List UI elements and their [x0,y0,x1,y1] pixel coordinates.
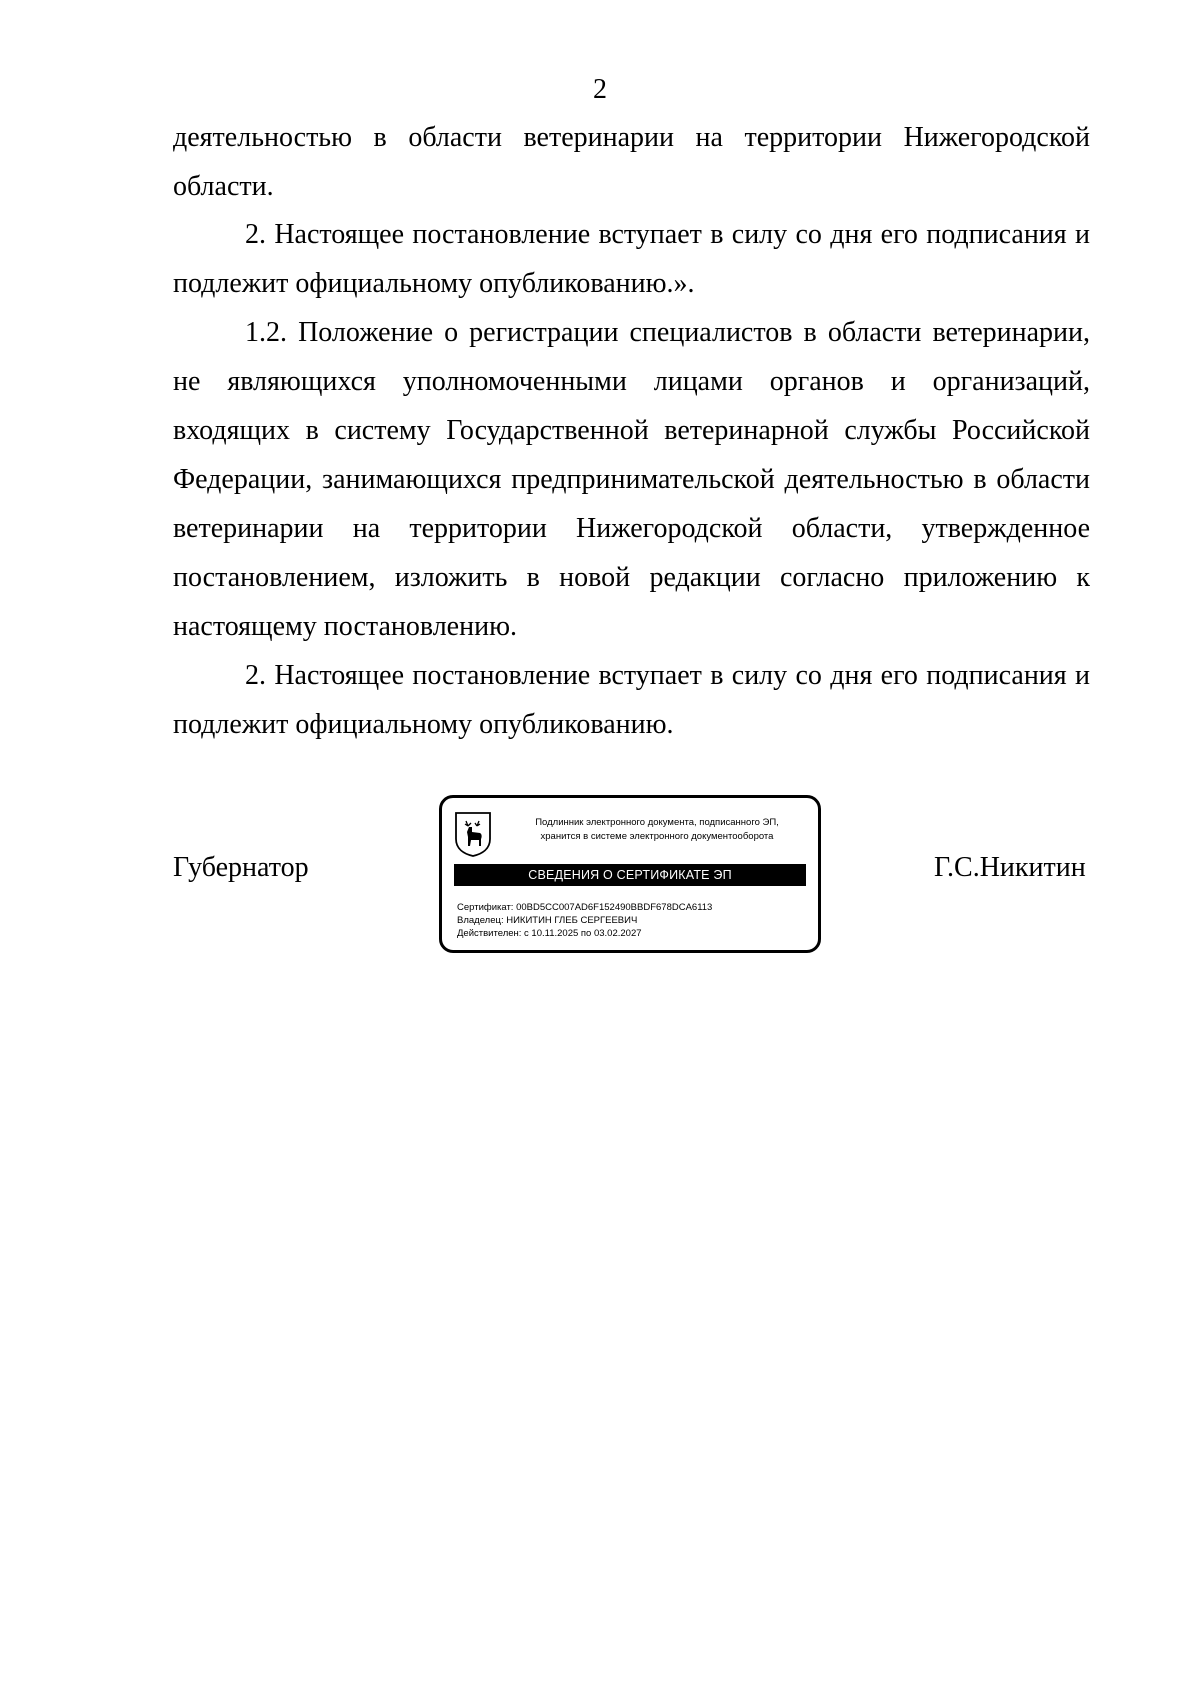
stamp-header-line-2: хранится в системе электронного документооборота [540,831,774,842]
stamp-banner: СВЕДЕНИЯ О СЕРТИФИКАТЕ ЭП [454,864,806,886]
document-body-4 [173,651,1090,749]
paragraph-entry-into-force-quoted: 2. Настоящее постановление вступает в силу со дня его подписания и подлежит официальному опубликованию.». [173,219,1090,299]
signatory-title: Губернатор [173,852,309,883]
signatory-name: Г.С.Никитин [934,852,1086,883]
paragraph-1-2: 1.2. Положение о регистрации специалистов в области ветеринарии, не являющихся уполномоченными лицами органов и организаций, входящих в систему Государственной ветеринарной службы Российской Федерации, занимающихся предпринимательской деятельностью в области ветеринарии на территории Нижегородской области, утвержденное постановлением, изложить в новой редакции согласно приложению к настоящему постановлению. [173,317,1090,642]
deer-emblem-icon [455,812,491,857]
stamp-certificate-details [457,901,712,940]
paragraph-entry-into-force: 2. Настоящее постановление вступает в силу со дня его подписания и подлежит официальному опубликованию. [173,660,1090,740]
certificate-number: Сертификат: 00BD5CC007AD6F152490BBDF678DCA6113 [457,902,713,913]
certificate-owner: Владелец: НИКИТИН ГЛЕБ СЕРГЕЕВИЧ [457,915,638,926]
page-number: 2 [593,74,607,105]
document-body-2 [173,210,1090,308]
paragraph-continuation: деятельностью в области ветеринарии на территории Нижегородской области. [173,122,1090,202]
stamp-header [504,816,810,844]
document-body-3 [173,308,1090,651]
stamp-header-line-1: Подлинник электронного документа, подписанного ЭП, [535,817,779,828]
certificate-validity: Действителен: с 10.11.2025 по 03.02.2027 [457,928,642,939]
electronic-signature-stamp [439,795,821,953]
document-body [173,113,1090,211]
